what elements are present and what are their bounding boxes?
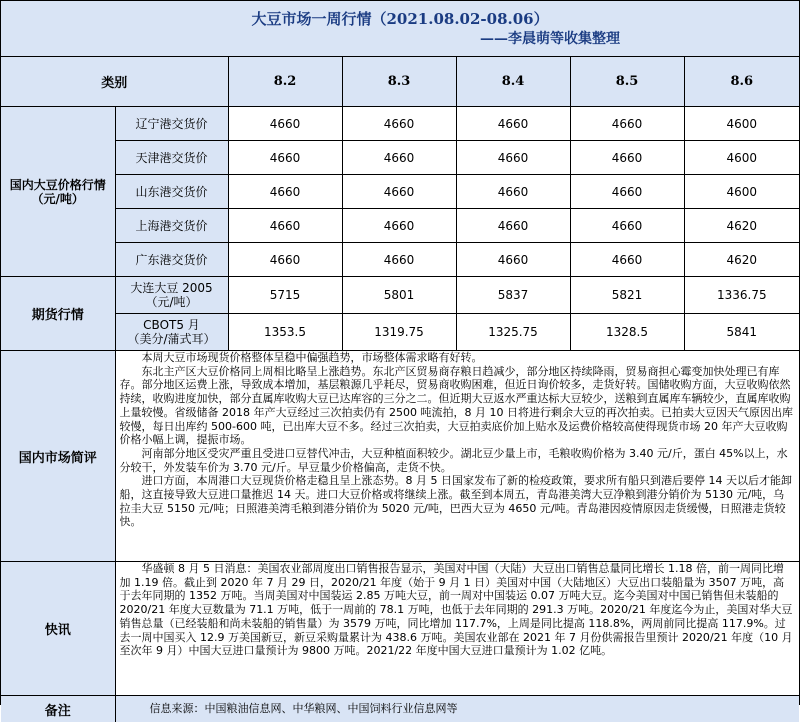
title-main: 大豆市场一周行情（2021.08.02-08.06）: [1, 9, 799, 29]
note-text: 信息来源：中国粮油信息网、中华粮网、中国饲料行业信息网等: [115, 696, 799, 722]
table-row: [1, 277, 799, 314]
futures-name-line2: （美分/蒲式耳）: [116, 332, 228, 346]
market-paragraph: 河南部分地区受灾严重且受进口豆替代冲击，大豆种植面积较少。湖北豆少量上市，毛粮收购价格为 3.40 元/斤，蛋白 45%以上，水分较干，外发装车价为 3.70 元/斤。早豆量少价格偏高，走货不快。: [120, 447, 794, 474]
table-row: [1, 562, 799, 696]
table-row: [1, 351, 799, 562]
news-text: [115, 562, 799, 696]
market-review-label: 国内市场简评: [1, 351, 115, 562]
futures-cell: 5837: [456, 277, 570, 314]
header-date: 8.4: [456, 57, 570, 107]
price-cell: 4660: [342, 107, 456, 141]
market-paragraph: 东北主产区大豆价格同上周相比略呈上涨趋势。东北产区贸易商存粮日趋减少，部分地区持续降雨，贸易商担心霉变加快处理已有库存。部分地区运费上涨，导致成本增加，基层粮源几乎耗尽，贸易商收购困难，但近日询价较多，走货好转。国储收购方面，大豆收购依然持续，收购进度加快，部分直属库收购大豆已达库容的三分之二。但近期大豆返水严重达标大豆较少，送粮到直属库车辆较少，直属库收购上量较慢。省级储备 2018 年产大豆经过三次拍卖仍有 2500 吨流拍，8 月 10 日将进行剩余大豆的再次拍卖。已拍卖大豆因天气原因出库较慢，每日出库约 500-600 吨，已出库大豆不多。经过三次拍卖，大豆拍卖底价加上贴水及运费价格较高使得现货市场 20 年产大豆收购价格小幅上调，提振市场。: [120, 365, 794, 447]
price-cell: 4660: [342, 175, 456, 209]
price-cell: 4660: [342, 141, 456, 175]
header-category: 类别: [1, 57, 228, 107]
futures-cell: 5821: [570, 277, 684, 314]
price-cell: 4660: [228, 175, 342, 209]
table-row: [1, 696, 799, 722]
price-cell: 4620: [684, 209, 799, 243]
futures-cell: 1328.5: [570, 314, 684, 351]
price-cell: 4660: [456, 243, 570, 277]
market-paragraph: 本周大豆市场现货价格整体呈稳中偏强趋势，市场整体需求略有好转。: [120, 351, 794, 365]
price-cell: 4660: [228, 107, 342, 141]
price-cell: 4600: [684, 141, 799, 175]
table-row: [1, 314, 799, 351]
table-row: [1, 107, 799, 141]
price-cell: 4600: [684, 107, 799, 141]
table-row: [1, 141, 799, 175]
futures-name-line1: CBOT5 月: [116, 318, 228, 332]
port-name: 辽宁港交货价: [115, 107, 228, 141]
port-name: 上海港交货价: [115, 209, 228, 243]
report-title: [1, 1, 799, 57]
port-name: 山东港交货价: [115, 175, 228, 209]
header-row: [1, 57, 799, 107]
note-label: 备注: [1, 696, 115, 722]
news-paragraph: 华盛顿 8 月 5 日消息：美国农业部周度出口销售报告显示，美国对中国（大陆）大豆出口销售总量同比增长 1.18 倍，前一周同比增加 1.19 倍。截止到 2020 年 7 月 29 日，2020/21 年度（始于 9 月 1 日）美国对中国（大陆地区）大豆出口装船量为 3507 万吨，高于去年同期的 1352 万吨。当周美国对中国装运 2.85 万吨大豆，前一周对中国装运 0.07 万吨大豆。迄今美国对中国已销售但未装船的 2020/21 年度大豆数量为 71.1 万吨，低于一周前的 78.1 万吨，也低于去年同期的 291.3 万吨。2020/21 年度迄今为止，美国对华大豆销售总量（已经装船和尚未装船的销售量）为 3579 万吨，同比增加 117.7%，上周是同比提高 118.8%，两周前同比提高 117.9%。过去一周中国买入 12.9 万美国新豆，新豆采购量累计为 438.6 万吨。美国农业部在 2021 年 7 月份供需报告里预计 2020/21 年度（10 月至次年 9 月）中国大豆进口量预计为 9800 万吨。2021/22 年度中国大豆进口量预计为 1.02 亿吨。: [120, 562, 794, 658]
price-cell: 4660: [456, 141, 570, 175]
port-name: 天津港交货价: [115, 141, 228, 175]
futures-cell: 5715: [228, 277, 342, 314]
news-label: 快讯: [1, 562, 115, 696]
price-cell: 4660: [456, 209, 570, 243]
port-name: 广东港交货价: [115, 243, 228, 277]
futures-cell: 5841: [684, 314, 799, 351]
futures-name-line1: 大连大豆 2005: [116, 281, 228, 295]
table-row: [1, 243, 799, 277]
table-row: [1, 209, 799, 243]
header-date: 8.5: [570, 57, 684, 107]
price-cell: 4660: [228, 141, 342, 175]
futures-name: [115, 277, 228, 314]
price-cell: 4660: [342, 243, 456, 277]
price-cell: 4660: [570, 243, 684, 277]
futures-cell: 1336.75: [684, 277, 799, 314]
futures-cell: 1353.5: [228, 314, 342, 351]
price-cell: 4660: [570, 141, 684, 175]
futures-name-line2: （元/吨）: [116, 295, 228, 309]
futures-cell: 5801: [342, 277, 456, 314]
price-cell: 4620: [684, 243, 799, 277]
table-row: [1, 175, 799, 209]
futures-label: 期货行情: [1, 277, 115, 351]
title-author: ——李晨萌等收集整理: [1, 29, 799, 49]
domestic-price-label: 国内大豆价格行情（元/吨）: [1, 107, 115, 277]
price-cell: 4660: [228, 243, 342, 277]
header-date: 8.2: [228, 57, 342, 107]
market-paragraph: 进口方面，本周港口大豆现货价格走稳且呈上涨态势。8 月 5 日国家发布了新的检疫政策，要求所有船只到港后要停 14 天以后才能卸船，这直接导致大豆进口量推迟 14 天。进口大豆价格或将继续上涨。截至到本周五，青岛港美湾大豆净粮到港分销价为 5130 元/吨，乌拉圭大豆 5150 元/吨；日照港美湾毛粮到港分销价为 5020 元/吨，巴西大豆为 4650 元/吨。青岛港因疫情原因走货缓慢，日照港走货较快。: [120, 474, 794, 529]
price-cell: 4660: [570, 107, 684, 141]
market-review-text: [115, 351, 799, 562]
price-cell: 4660: [456, 107, 570, 141]
price-cell: 4660: [456, 175, 570, 209]
futures-cell: 1325.75: [456, 314, 570, 351]
price-cell: 4660: [342, 209, 456, 243]
price-cell: 4660: [570, 209, 684, 243]
price-cell: 4660: [570, 175, 684, 209]
futures-cell: 1319.75: [342, 314, 456, 351]
futures-name: [115, 314, 228, 351]
header-date: 8.6: [684, 57, 799, 107]
price-cell: 4600: [684, 175, 799, 209]
header-date: 8.3: [342, 57, 456, 107]
price-cell: 4660: [228, 209, 342, 243]
